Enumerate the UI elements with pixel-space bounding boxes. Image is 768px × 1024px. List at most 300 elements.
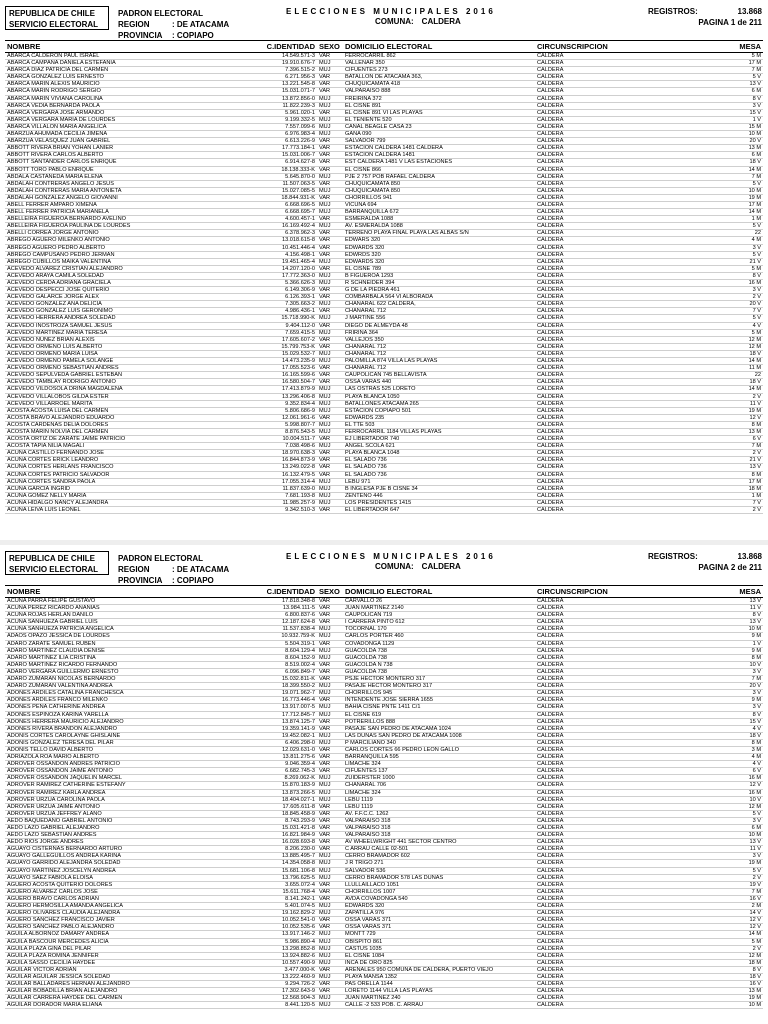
col-sexo: SEXO xyxy=(317,586,343,598)
voter-name: ACEVEDO VILDOSOLA DRINA MAGDALENA xyxy=(5,386,260,393)
voter-name: ABARCA GONZALEZ LUIS ERNESTO xyxy=(5,74,260,81)
table-row xyxy=(5,746,763,753)
voter-name: ABARCA VILLALON MARIA ANGELICA xyxy=(5,123,260,130)
voter-sex: MUJ xyxy=(317,116,343,123)
voter-name: ABREGO AGUERO PEDRO ALBERTO xyxy=(5,244,260,251)
voter-sex: MUJ xyxy=(317,280,343,287)
voter-id: 13.872.856-0 xyxy=(260,95,317,102)
voter-address: VALPARAISO 888 xyxy=(343,88,535,95)
voter-sex: MUJ xyxy=(317,407,343,414)
voter-address: AVDA COVADONGA 540 xyxy=(343,895,535,902)
voter-name: ADROVER URZUA CAROLINA PAOLA xyxy=(5,796,260,803)
voter-id: 11.985.257-9 xyxy=(260,499,317,506)
voter-address: POTRERILLOS 888 xyxy=(343,718,535,725)
voter-name: ADROVER OSSANDON JAIME ANTONIO xyxy=(5,768,260,775)
voter-sex: MUJ xyxy=(317,973,343,980)
voter-mesa: 2 V xyxy=(713,874,763,881)
voter-id: 10.052.541-0 xyxy=(260,917,317,924)
voter-id: 6.800.837-6 xyxy=(260,612,317,619)
voter-sex: VAR xyxy=(317,287,343,294)
voter-sex: MUJ xyxy=(317,853,343,860)
voter-circunscripcion: CALDERA xyxy=(535,123,713,130)
voter-id: 9.352.834-4 xyxy=(260,400,317,407)
table-row xyxy=(5,761,763,768)
voter-address: BAHIA CISNE PNTE 1411 C/1 xyxy=(343,704,535,711)
voter-id: 14.354.058-8 xyxy=(260,860,317,867)
voter-circunscripcion: CALDERA xyxy=(535,803,713,810)
voter-circunscripcion: CALDERA xyxy=(535,888,713,895)
voter-circunscripcion: CALDERA xyxy=(535,647,713,654)
voter-circunscripcion: CALDERA xyxy=(535,145,713,152)
voter-address: OBISPITO 861 xyxy=(343,938,535,945)
voter-address: LIMACHE 324 xyxy=(343,761,535,768)
voter-id: 6.668.696-5 xyxy=(260,201,317,208)
voter-circunscripcion: CALDERA xyxy=(535,81,713,88)
voter-sex: VAR xyxy=(317,725,343,732)
voter-address: CHORRILLOS 945 xyxy=(343,690,535,697)
voter-address: PALOMILLA 874 VILLA LAS PLAYAS xyxy=(343,358,535,365)
voter-id: 11.837.639-0 xyxy=(260,485,317,492)
voter-circunscripcion: CALDERA xyxy=(535,138,713,145)
voter-circunscripcion: CALDERA xyxy=(535,329,713,336)
voter-id: 19.071.962-7 xyxy=(260,690,317,697)
voter-id: 5.986.890-4 xyxy=(260,938,317,945)
table-row xyxy=(5,159,763,166)
table-row xyxy=(5,336,763,343)
page-header xyxy=(0,0,768,40)
table-row xyxy=(5,768,763,775)
registros-value: 13.868 xyxy=(737,552,762,561)
voter-name: ADONES ARDILES CATALINA FRANCHESCA xyxy=(5,690,260,697)
voter-circunscripcion: CALDERA xyxy=(535,265,713,272)
voter-name: ABARCA VEDIA BERNARDA PAOLA xyxy=(5,102,260,109)
voter-id: 8.743.293-9 xyxy=(260,817,317,824)
table-row xyxy=(5,400,763,407)
voter-address: GUACOLDA N 738 xyxy=(343,661,535,668)
voter-name: ADONIS CORTES CAROLAYNE GHISLAINE xyxy=(5,732,260,739)
table-row xyxy=(5,683,763,690)
col-cidentidad: C.IDENTIDAD xyxy=(260,41,317,53)
voter-sex: VAR xyxy=(317,746,343,753)
voter-sex: MUJ xyxy=(317,874,343,881)
voter-address: MONTT 729 xyxy=(343,931,535,938)
voter-sex: VAR xyxy=(317,265,343,272)
voter-sex: VAR xyxy=(317,981,343,988)
voter-name: ACEVEDO DESPECCI JOSE QUITERIO xyxy=(5,287,260,294)
padron-page-2 xyxy=(0,545,768,1024)
voter-sex: VAR xyxy=(317,668,343,675)
voter-mesa: 10 M xyxy=(713,187,763,194)
voter-mesa: 3 V xyxy=(713,287,763,294)
voter-address: PSJE HECTOR MONTERO 317 xyxy=(343,676,535,683)
voter-circunscripcion: CALDERA xyxy=(535,428,713,435)
voter-sex: MUJ xyxy=(317,704,343,711)
voter-name: ABBOTT SANTANDER CARLOS ENRIQUE xyxy=(5,159,260,166)
table-row xyxy=(5,216,763,223)
table-row xyxy=(5,294,763,301)
voter-circunscripcion: CALDERA xyxy=(535,187,713,194)
voter-name: ABDALAH GONZALEZ ANGELO GIOVANNI xyxy=(5,194,260,201)
voter-sex: VAR xyxy=(317,754,343,761)
voter-id: 10.052.535-6 xyxy=(260,924,317,931)
voter-name: AGUILAR DORADOR MARIA ELIANA xyxy=(5,1002,260,1009)
voter-id: 10.932.759-K xyxy=(260,633,317,640)
voter-sex: VAR xyxy=(317,414,343,421)
institution-line1: REPUBLICA DE CHILE xyxy=(9,554,95,563)
voter-address: CERRO BRAMADOR 602 xyxy=(343,853,535,860)
voter-id: 6.096.849-7 xyxy=(260,668,317,675)
voter-address: COVADONGA 1129 xyxy=(343,640,535,647)
voter-mesa: 15 V xyxy=(713,718,763,725)
voter-name: AGUERO OLIVARES CLAUDIA ALEJANDRA xyxy=(5,910,260,917)
voter-id: 15.799.753-K xyxy=(260,343,317,350)
table-body xyxy=(5,53,763,514)
voter-mesa: 17 M xyxy=(713,201,763,208)
table-row xyxy=(5,612,763,619)
registros-value: 13.868 xyxy=(737,7,762,16)
voter-address: LLULLAILLACO 1051 xyxy=(343,881,535,888)
header-meta xyxy=(118,553,229,586)
table-row xyxy=(5,690,763,697)
voter-mesa: 13 M xyxy=(713,428,763,435)
voter-address: GUACOLDA 738 xyxy=(343,647,535,654)
voter-name: ABARCA VERGARA JOSE ARMANDO xyxy=(5,109,260,116)
voter-address: EL CISNE 789 xyxy=(343,265,535,272)
table-row xyxy=(5,308,763,315)
voter-mesa: 11 V xyxy=(713,846,763,853)
voter-id: 13.984.111-5 xyxy=(260,605,317,612)
table-row xyxy=(5,874,763,881)
table-row xyxy=(5,739,763,746)
voter-mesa: 19 M xyxy=(713,860,763,867)
table-row xyxy=(5,789,763,796)
voter-address: LAS OSTRAS 525 LORETO xyxy=(343,386,535,393)
voter-address: EL CISNE 891 VI LAS PLAYAS xyxy=(343,109,535,116)
voter-sex: VAR xyxy=(317,336,343,343)
voter-sex: VAR xyxy=(317,109,343,116)
voter-mesa: 8 V xyxy=(713,95,763,102)
voter-mesa: 18 V xyxy=(713,732,763,739)
voter-circunscripcion: CALDERA xyxy=(535,938,713,945)
voter-mesa: 9 M xyxy=(713,633,763,640)
voter-id: 17.605.611-8 xyxy=(260,803,317,810)
voter-circunscripcion: CALDERA xyxy=(535,350,713,357)
voter-name: ACEVEDO INOSTROZA SAMUEL JESUS xyxy=(5,322,260,329)
voter-id: 6.149.306-9 xyxy=(260,287,317,294)
voter-sex: VAR xyxy=(317,343,343,350)
voter-id: 15.718.990-K xyxy=(260,315,317,322)
voter-address: ARENALES 950 COMUNA DE CALDERA, PUERTO VIEJO xyxy=(343,966,535,973)
voter-id: 8.441.120-5 xyxy=(260,1002,317,1009)
voter-id: 5.998.807-7 xyxy=(260,421,317,428)
voter-name: ABARZUA AHUMADA CECILIA JIMENA xyxy=(5,131,260,138)
voter-sex: MUJ xyxy=(317,400,343,407)
voter-sex: MUJ xyxy=(317,775,343,782)
voter-name: ADRIAZOLA ROA MARIO ALBERTO xyxy=(5,754,260,761)
voter-address: R SCHNEIDER 394 xyxy=(343,280,535,287)
voter-name: ABELL FERRER AMPARO XIMENA xyxy=(5,201,260,208)
table-row xyxy=(5,917,763,924)
registros-block xyxy=(648,6,762,17)
voter-id: 19.452.082-1 xyxy=(260,732,317,739)
voter-address: VALLENAR 350 xyxy=(343,60,535,67)
table-row xyxy=(5,988,763,995)
voter-circunscripcion: CALDERA xyxy=(535,810,713,817)
voter-id: 12.568.904-3 xyxy=(260,995,317,1002)
voter-address: ZAPATILLA 976 xyxy=(343,910,535,917)
voter-name: ACEVEDO ORMEÑO MARIA LUISA xyxy=(5,350,260,357)
voter-mesa: 3 V xyxy=(713,704,763,711)
table-row xyxy=(5,881,763,888)
voter-name: ACEVEDO ORMEÑO SEBASTIAN ANDRES xyxy=(5,365,260,372)
voter-id: 13.298.852-8 xyxy=(260,945,317,952)
voter-id: 6.126.393-1 xyxy=(260,294,317,301)
voter-mesa: 10 M xyxy=(713,832,763,839)
table-row xyxy=(5,280,763,287)
table-row xyxy=(5,230,763,237)
voter-id: 15.032.811-K xyxy=(260,676,317,683)
voter-mesa: 6 V xyxy=(713,768,763,775)
region-value: : DE ATACAMA xyxy=(172,565,230,574)
voter-address: ESTACION COPIAPO 501 xyxy=(343,407,535,414)
voter-circunscripcion: CALDERA xyxy=(535,711,713,718)
voter-circunscripcion: CALDERA xyxy=(535,952,713,959)
voter-id: 5.504.319-1 xyxy=(260,640,317,647)
voter-address: PLAYA MANSA 1352 xyxy=(343,973,535,980)
voter-circunscripcion: CALDERA xyxy=(535,846,713,853)
voter-circunscripcion: CALDERA xyxy=(535,216,713,223)
voter-name: ACUÑA SANHUEZA GABRIEL LUIS xyxy=(5,619,260,626)
voter-name: ACUÑA GARCIA INGRID xyxy=(5,485,260,492)
table-row xyxy=(5,499,763,506)
voter-id: 15.870.183-9 xyxy=(260,782,317,789)
voter-circunscripcion: CALDERA xyxy=(535,718,713,725)
voter-sex: VAR xyxy=(317,966,343,973)
voter-id: 7.396.515-2 xyxy=(260,67,317,74)
voter-circunscripcion: CALDERA xyxy=(535,746,713,753)
voter-name: ACEVEDO HERRERA ANDREA SOLEDAD xyxy=(5,315,260,322)
voter-name: AGUERO HERMOSILLA AMANDA ANGELICA xyxy=(5,903,260,910)
voter-sex: VAR xyxy=(317,612,343,619)
voter-name: AGUAYO MARTINEZ JOSCELYN ANDREA xyxy=(5,867,260,874)
voter-name: ADONES PEÑA CATHERINE ANDREA xyxy=(5,704,260,711)
voter-circunscripcion: CALDERA xyxy=(535,754,713,761)
voter-mesa: 13 M xyxy=(713,145,763,152)
voter-name: ACEVEDO ARAYA CAMILA SOLEDAD xyxy=(5,272,260,279)
voter-name: AGUILAR BALLADARES HERNAN ALEJANDRO xyxy=(5,981,260,988)
voter-sex: MUJ xyxy=(317,952,343,959)
voter-name: ABELLI CORREA JORGE ANTONIO xyxy=(5,230,260,237)
provincia-value: : COPIAPO xyxy=(172,576,214,585)
voter-id: 13.796.625-5 xyxy=(260,874,317,881)
table-row xyxy=(5,145,763,152)
voter-address: AV. F.F.C.C. 1262 xyxy=(343,810,535,817)
voter-address: CHAÑARAL 622 CALDERA, xyxy=(343,301,535,308)
voter-address: EL SALADO 736 xyxy=(343,457,535,464)
voter-mesa: 2 M xyxy=(713,903,763,910)
voter-sex: MUJ xyxy=(317,187,343,194)
table-row xyxy=(5,598,763,605)
voter-name: ADROVER URZUA JEFFREY ALANO xyxy=(5,810,260,817)
voter-mesa: 3 V xyxy=(713,690,763,697)
voter-circunscripcion: CALDERA xyxy=(535,661,713,668)
voter-mesa: 11 V xyxy=(713,605,763,612)
voter-circunscripcion: CALDERA xyxy=(535,237,713,244)
provincia-label: PROVINCIA xyxy=(118,31,163,40)
table-body xyxy=(5,598,763,1009)
voter-id: 12.187.624-8 xyxy=(260,619,317,626)
voter-name: AGUAYO CISTERNAS BERNARDO ARTURO xyxy=(5,846,260,853)
voter-name: AGUAYO GALLEGUILLOS ANDREA KARINA xyxy=(5,853,260,860)
voter-mesa: 8 V xyxy=(713,612,763,619)
table-row xyxy=(5,258,763,265)
table-row xyxy=(5,626,763,633)
voter-sex: VAR xyxy=(317,365,343,372)
table-row xyxy=(5,825,763,832)
voter-id: 19.162.829-2 xyxy=(260,910,317,917)
voter-id: 19.451.465-4 xyxy=(260,258,317,265)
voter-circunscripcion: CALDERA xyxy=(535,322,713,329)
voter-mesa: 12 V xyxy=(713,924,763,931)
voter-mesa: 5 V xyxy=(713,810,763,817)
voter-address: CIFUENTES 273 xyxy=(343,67,535,74)
institution-line2: SERVICIO ELECTORAL xyxy=(9,20,99,29)
voter-id: 16.028.693-8 xyxy=(260,839,317,846)
voter-mesa: 21 V xyxy=(713,457,763,464)
voter-id: 18.970.638-3 xyxy=(260,450,317,457)
voter-sex: VAR xyxy=(317,457,343,464)
voter-name: ABBOTT RIVERA CARLOS ALBERTO xyxy=(5,152,260,159)
voter-mesa: 14 M xyxy=(713,209,763,216)
voter-address: BARRANQUILLA 595 xyxy=(343,754,535,761)
voter-sex: VAR xyxy=(317,832,343,839)
voter-sex: MUJ xyxy=(317,995,343,1002)
voter-id: 8.269.062-K xyxy=(260,775,317,782)
voter-id: 6.914.627-8 xyxy=(260,159,317,166)
voter-name: ABARCA CAMPAÑA DANIELA ESTEFANIA xyxy=(5,60,260,67)
voter-name: AGUAYO SAEZ FABIOLA ELOISA xyxy=(5,874,260,881)
table-row xyxy=(5,343,763,350)
voter-id: 9.294.726-2 xyxy=(260,981,317,988)
voter-address: GUACOLDA 738 xyxy=(343,654,535,661)
col-sexo: SEXO xyxy=(317,41,343,53)
table-row xyxy=(5,358,763,365)
voter-address: FERROCARRIL 862 xyxy=(343,53,535,60)
voter-name: ADONIS TELLO DAVID ALBERTO xyxy=(5,746,260,753)
voter-address: FREIRINA 372 xyxy=(343,95,535,102)
voter-id: 14.549.571-3 xyxy=(260,53,317,60)
voter-name: ABREGO AGUERO MILENKO ANTONIO xyxy=(5,237,260,244)
voter-name: AGUERO ALVAREZ CARLOS JOSE xyxy=(5,888,260,895)
voter-sex: MUJ xyxy=(317,315,343,322)
voter-circunscripcion: CALDERA xyxy=(535,244,713,251)
voter-name: ADARO ZUMARAN NICOLAS BERNARDO xyxy=(5,676,260,683)
comuna-label: COMUNA: xyxy=(375,562,414,571)
voter-circunscripcion: CALDERA xyxy=(535,640,713,647)
voter-sex: MUJ xyxy=(317,860,343,867)
voter-mesa: 4 M xyxy=(713,237,763,244)
voter-sex: MUJ xyxy=(317,903,343,910)
table-header xyxy=(5,586,763,598)
voter-mesa: 12 V xyxy=(713,414,763,421)
voter-sex: MUJ xyxy=(317,910,343,917)
voter-id: 16.773.446-4 xyxy=(260,697,317,704)
voter-address: CHAÑARAL 712 xyxy=(343,343,535,350)
table-row xyxy=(5,237,763,244)
voter-id: 17.302.643-9 xyxy=(260,988,317,995)
voter-sex: MUJ xyxy=(317,654,343,661)
voter-circunscripcion: CALDERA xyxy=(535,725,713,732)
table-row xyxy=(5,924,763,931)
voter-name: AGUERO ACOSTA QUITERIO DOLORES xyxy=(5,881,260,888)
voter-address: B FIGUEROA 1293 xyxy=(343,272,535,279)
voter-circunscripcion: CALDERA xyxy=(535,308,713,315)
voter-id: 17.413.879-9 xyxy=(260,386,317,393)
voter-circunscripcion: CALDERA xyxy=(535,959,713,966)
voter-address: CHUQUICAMATA 850 xyxy=(343,180,535,187)
voter-name: ADROVER OSSANDON JAQUELIN MARCEL xyxy=(5,775,260,782)
voter-id: 13.885.495-7 xyxy=(260,853,317,860)
region-value: : DE ATACAMA xyxy=(172,20,230,29)
voter-id: 13.221.545-8 xyxy=(260,81,317,88)
voter-mesa: 9 M xyxy=(713,647,763,654)
voter-mesa: 5 M xyxy=(713,53,763,60)
voter-circunscripcion: CALDERA xyxy=(535,272,713,279)
voter-id: 13.018.615-8 xyxy=(260,237,317,244)
voter-sex: MUJ xyxy=(317,173,343,180)
voter-circunscripcion: CALDERA xyxy=(535,817,713,824)
voter-name: ADONES ARDILES FRANCO MILENKO xyxy=(5,697,260,704)
voter-name: ACOSTA CARDENAS DELIA DOLORES xyxy=(5,421,260,428)
voter-id: 7.659.415-5 xyxy=(260,329,317,336)
voter-circunscripcion: CALDERA xyxy=(535,825,713,832)
voter-name: ADONES ESPINOZA KARINA YARELLA xyxy=(5,711,260,718)
voter-sex: MUJ xyxy=(317,690,343,697)
voter-address: VICUÑA 694 xyxy=(343,201,535,208)
table-row xyxy=(5,81,763,88)
voter-id: 4.156.498-1 xyxy=(260,251,317,258)
voter-name: ABELLEIRA FIGUEROA PAULINA DE LOURDES xyxy=(5,223,260,230)
voter-id: 6.378.962-3 xyxy=(260,230,317,237)
padron-label: PADRON ELECTORAL xyxy=(118,9,204,18)
voter-mesa: 1 V xyxy=(713,116,763,123)
table-row xyxy=(5,109,763,116)
voter-name: ACEVEDO GONZALEZ ANA DELICIA xyxy=(5,301,260,308)
voter-address: LEBU 1119 xyxy=(343,796,535,803)
voter-circunscripcion: CALDERA xyxy=(535,194,713,201)
voter-name: ABDALAH CONTRERAS ANGELO JESUS xyxy=(5,180,260,187)
voter-address: ANGEL SCOLA 621 xyxy=(343,443,535,450)
voter-circunscripcion: CALDERA xyxy=(535,598,713,605)
voter-address: EJ LIBERTADOR 740 xyxy=(343,436,535,443)
voter-circunscripcion: CALDERA xyxy=(535,60,713,67)
voter-name: ACUÑA CASTILLO FERNANDO JOSE xyxy=(5,450,260,457)
voter-name: ACUÑA CORTES HERLANS FRANCISCO xyxy=(5,464,260,471)
voter-mesa: 20 V xyxy=(713,138,763,145)
voter-sex: MUJ xyxy=(317,931,343,938)
voter-id: 11.537.838-4 xyxy=(260,626,317,633)
voter-circunscripcion: CALDERA xyxy=(535,343,713,350)
voter-id: 15.031.006-7 xyxy=(260,152,317,159)
voter-mesa: 7 M xyxy=(713,67,763,74)
region-label: REGION xyxy=(118,20,150,29)
voter-mesa: 6 M xyxy=(713,825,763,832)
voter-mesa: 9 M xyxy=(713,697,763,704)
table-row xyxy=(5,832,763,839)
voter-address: EL TTE 503 xyxy=(343,421,535,428)
voter-id: 17.773.184-1 xyxy=(260,145,317,152)
voter-name: ABARCA CALDERON PAUL ISRAEL xyxy=(5,53,260,60)
